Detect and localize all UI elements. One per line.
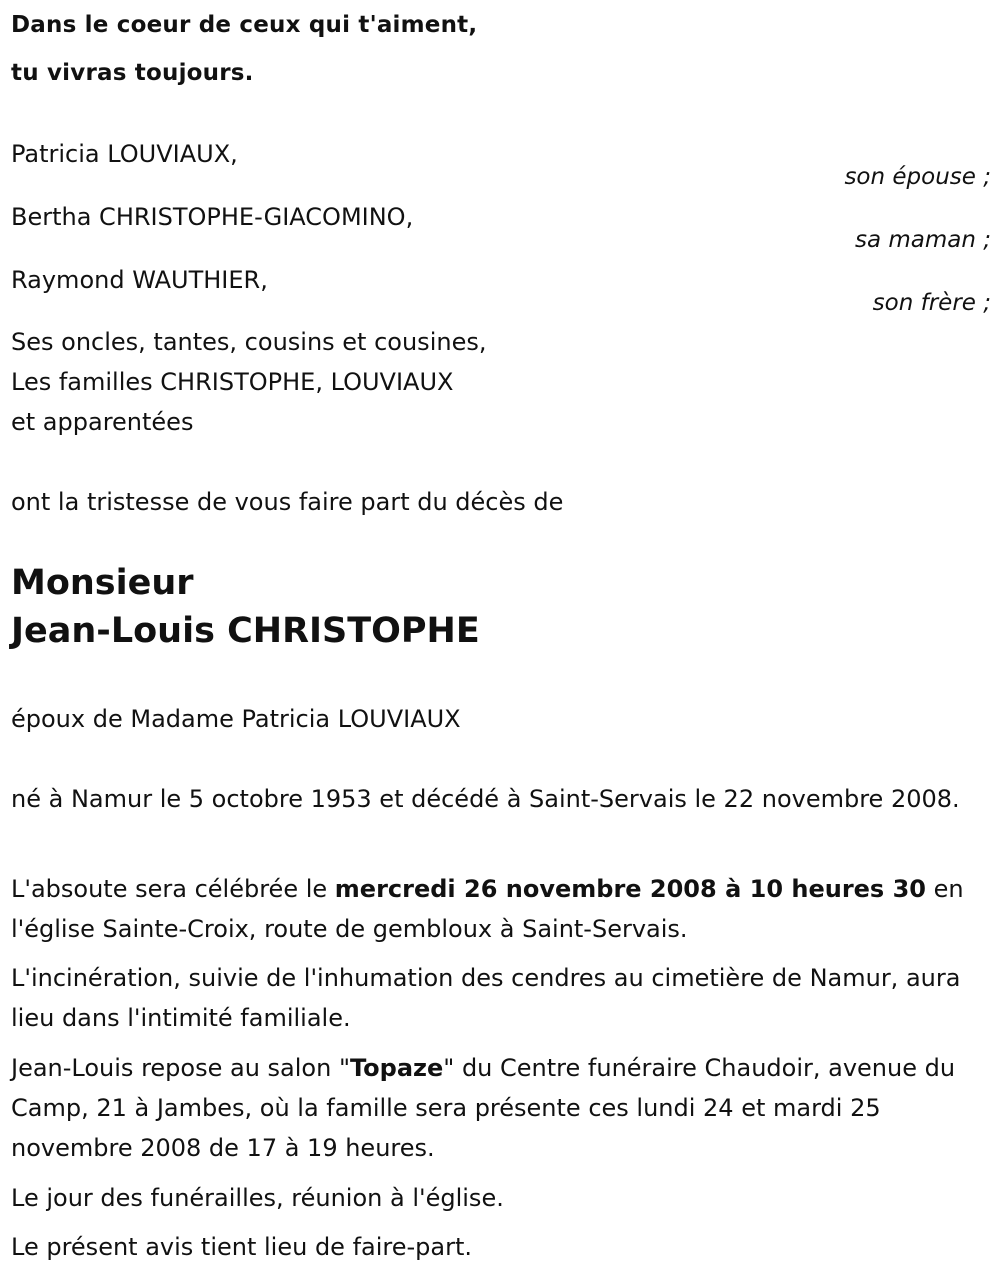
- repose-text-before: Jean-Louis repose au salon ": [11, 1054, 350, 1082]
- family-member-relation: sa maman ;: [854, 227, 991, 253]
- family-member-name: Bertha CHRISTOPHE-GIACOMINO,: [11, 203, 414, 231]
- absoute-date: mercredi 26 novembre 2008 à 10 heures 30: [334, 875, 926, 903]
- others-line: Ses oncles, tantes, cousins et cousines,: [11, 328, 487, 356]
- closing-paragraph: Le présent avis tient lieu de faire-part.: [11, 1233, 473, 1261]
- repose-paragraph: [11, 1048, 986, 1168]
- absoute-text-after: en l'église Sainte-Croix, route de gembloux à Saint-Servais.: [11, 875, 964, 943]
- family-member-name: Raymond WAUTHIER,: [11, 266, 268, 294]
- epigraph-line-1: Dans le coeur de ceux qui t'aiment,: [11, 12, 478, 38]
- incineration-paragraph: L'incinération, suivie de l'inhumation des cendres au cimetière de Namur, aura lieu dans l'intimité familiale.: [11, 964, 961, 1032]
- absoute-paragraph: [11, 869, 986, 949]
- repose-text-after: " du Centre funéraire Chaudoir, avenue du Camp, 21 à Jambes, où la famille sera présente ces lundi 24 et mardi 25 novembre 2008 de 17 à 19 heures.: [11, 1054, 956, 1162]
- epigraph-line-2: tu vivras toujours.: [11, 60, 254, 86]
- announcement: ont la tristesse de vous faire part du décès de: [11, 488, 564, 516]
- spouse-line: époux de Madame Patricia LOUVIAUX: [11, 705, 461, 733]
- family-member-name: Patricia LOUVIAUX,: [11, 140, 238, 168]
- deceased-name: Jean-Louis CHRISTOPHE: [11, 611, 480, 651]
- family-member-relation: son frère ;: [872, 290, 991, 316]
- family-member-relation: son épouse ;: [844, 164, 991, 190]
- others-line: Les familles CHRISTOPHE, LOUVIAUX: [11, 368, 454, 396]
- reunion-paragraph: Le jour des funérailles, réunion à l'église.: [11, 1184, 504, 1212]
- others-line: et apparentées: [11, 408, 194, 436]
- deceased-title: Monsieur: [11, 563, 194, 603]
- absoute-text-before: L'absoute sera célébrée le: [11, 875, 335, 903]
- birth-death-paragraph: né à Namur le 5 octobre 1953 et décédé à Saint-Servais le 22 novembre 2008.: [11, 785, 960, 813]
- salon-name: Topaze: [349, 1054, 444, 1082]
